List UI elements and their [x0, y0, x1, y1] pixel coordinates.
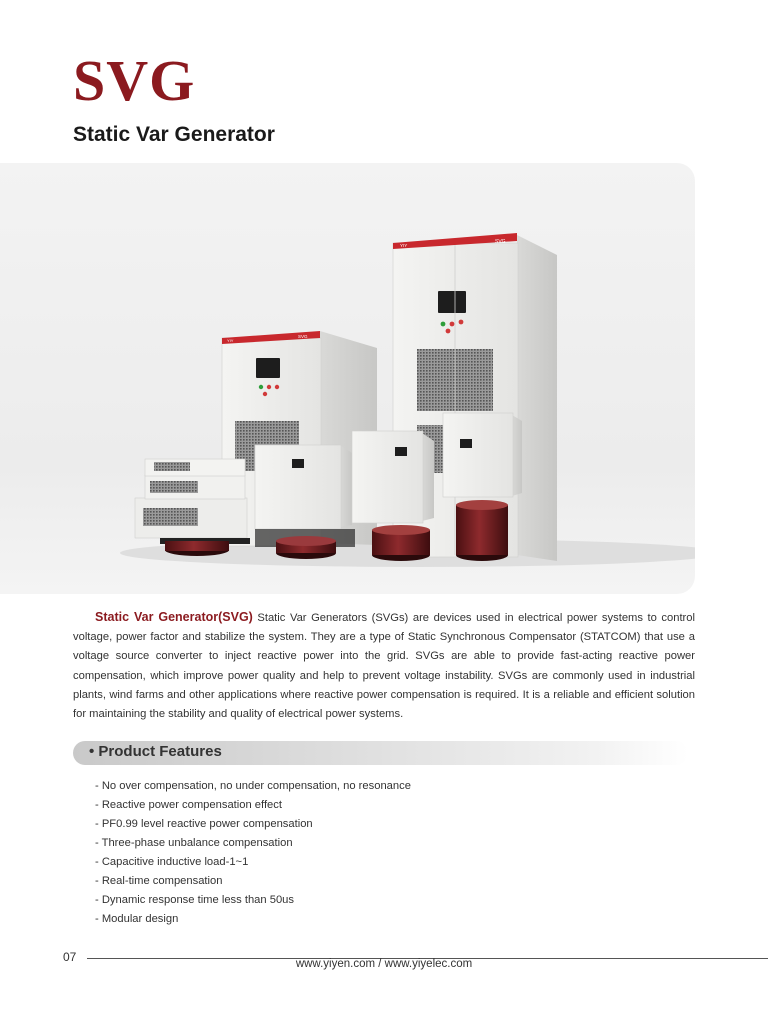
list-item: - Capacitive inductive load-1~1	[95, 856, 249, 868]
svg-cabinets-illustration	[0, 163, 695, 594]
footer-website: www.yiyen.com / www.yiyelec.com	[295, 958, 473, 970]
features-title: • Product Features	[89, 743, 222, 760]
list-item: - Modular design	[95, 913, 179, 925]
list-item: - PF0.99 level reactive power compensation	[95, 818, 313, 830]
list-item: - Dynamic response time less than 50us	[95, 894, 294, 906]
medium-cabinet-brand: YIY	[227, 338, 234, 343]
page-title: SVG	[73, 48, 196, 113]
large-cabinet-label: SVG	[495, 239, 506, 245]
features-list	[95, 777, 411, 929]
list-item: - Three-phase unbalance compensation	[95, 837, 293, 849]
page-subtitle: Static Var Generator	[73, 123, 275, 146]
rack-modules	[135, 459, 250, 544]
features-header-bar	[73, 741, 688, 765]
list-item: - Reactive power compensation effect	[95, 799, 282, 811]
medium-cabinet-label: SVG	[298, 334, 308, 339]
intro-lead: Static Var Generator(SVG)	[95, 610, 253, 624]
large-cabinet-brand: YIY	[400, 243, 408, 248]
product-photo	[0, 163, 695, 594]
list-item: - Real-time compensation	[95, 875, 223, 887]
wall-module-3	[443, 413, 522, 497]
list-item: - No over compensation, no under compensation, no resonance	[95, 780, 411, 792]
intro-body: Static Var Generators (SVGs) are devices used in electrical power systems to control voltage, power factor and stabilize the system. They are a type of Static Synchronous Compensator (STATCOM) that use a voltage source converter to inject reactive power into the grid. SVGs are able to provide fast-acting reactive power compensation, which improve power quality and help to prevent voltage instability. SVGs are commonly used in industrial plants, wind farms and other applications where reactive power compensation is required. It is a reliable and efficient solution for maintaining the stability and quality of electrical power systems.	[73, 612, 695, 721]
wall-module-1	[255, 445, 355, 547]
intro-paragraph	[73, 608, 695, 724]
page-number: 07	[63, 950, 77, 964]
wall-module-2	[352, 431, 434, 523]
